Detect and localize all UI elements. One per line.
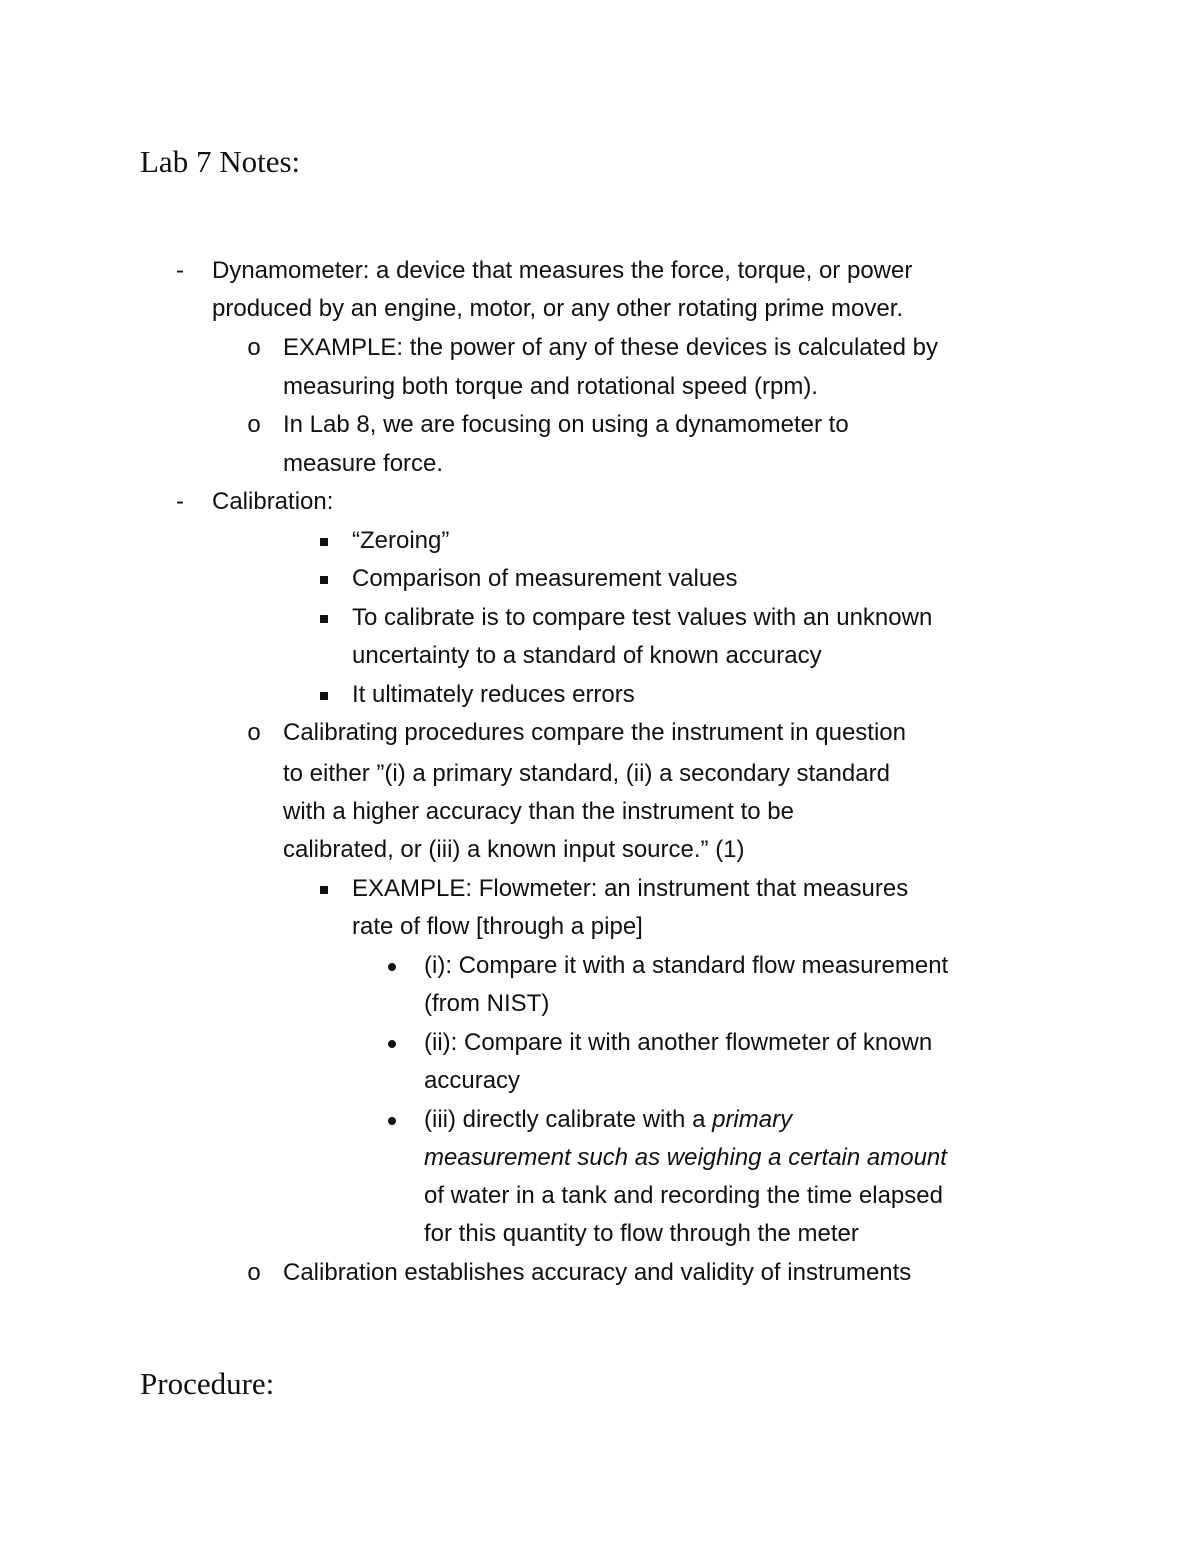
example-line2: measuring both torque and rotational speed (rpm). [283, 373, 818, 400]
example-line1: EXAMPLE: the power of any of these devices is calculated by [283, 334, 939, 361]
option-iii-line4: for this quantity to flow through the meter [424, 1220, 859, 1247]
circle-bullet: o [247, 719, 261, 746]
option-ii-line2: accuracy [424, 1067, 521, 1094]
dot-bullet-icon [388, 963, 396, 971]
option-ii-line1: (ii): Compare it with another flowmeter of known [424, 1029, 933, 1056]
dash-bullet: - [176, 257, 184, 284]
dash-bullet: - [176, 488, 184, 515]
procedures-line4: calibrated, or (iii) a known input source.” (1) [283, 836, 745, 863]
circle-bullet: o [247, 411, 261, 438]
procedures-line1: Calibrating procedures compare the instrument in question [283, 719, 907, 746]
option-iii-line3: of water in a tank and recording the time elapsed [424, 1182, 943, 1209]
calibrate-point-line2: uncertainty to a standard of known accuracy [352, 642, 822, 669]
reduces-errors-point: It ultimately reduces errors [352, 681, 635, 708]
option-iii-line2: measurement such as weighing a certain amount [424, 1144, 947, 1171]
option-iii-line1 [424, 1101, 792, 1140]
dynamometer-definition-line2: produced by an engine, motor, or any other rotating prime mover. [212, 295, 904, 322]
dynamometer-definition-line1: Dynamometer: a device that measures the force, torque, or power [212, 257, 913, 284]
option-i-line1: (i): Compare it with a standard flow measurement [424, 952, 949, 979]
flowmeter-line1: EXAMPLE: Flowmeter: an instrument that measures [352, 875, 909, 902]
square-bullet-icon [320, 886, 328, 894]
circle-bullet: o [247, 1259, 261, 1286]
calibrate-point-line1: To calibrate is to compare test values with an unknown [352, 604, 933, 631]
comparison-point: Comparison of measurement values [352, 565, 738, 592]
option-i-line2: (from NIST) [424, 990, 550, 1017]
square-bullet-icon [320, 615, 328, 623]
square-bullet-icon [320, 692, 328, 700]
lab8-line2: measure force. [283, 450, 444, 477]
dot-bullet-icon [388, 1117, 396, 1125]
flowmeter-line2: rate of flow [through a pipe] [352, 913, 643, 940]
establishes-line: Calibration establishes accuracy and validity of instruments [283, 1259, 912, 1286]
lab8-line1: In Lab 8, we are focusing on using a dynamometer to [283, 411, 849, 438]
dot-bullet-icon [388, 1040, 396, 1048]
circle-bullet: o [247, 334, 261, 361]
page-title: Lab 7 Notes: [140, 144, 301, 179]
square-bullet-icon [320, 576, 328, 584]
square-bullet-icon [320, 538, 328, 546]
procedures-line3: with a higher accuracy than the instrument to be [283, 798, 794, 825]
procedure-heading: Procedure: [140, 1366, 275, 1401]
option-iii-emphasis: primary [712, 1106, 793, 1133]
zeroing-point: “Zeroing” [352, 527, 450, 554]
option-iii-text: (iii) directly calibrate with a [424, 1106, 713, 1133]
calibration-label: Calibration: [212, 488, 334, 515]
procedures-line2: to either ”(i) a primary standard, (ii) a secondary standard [283, 760, 890, 787]
